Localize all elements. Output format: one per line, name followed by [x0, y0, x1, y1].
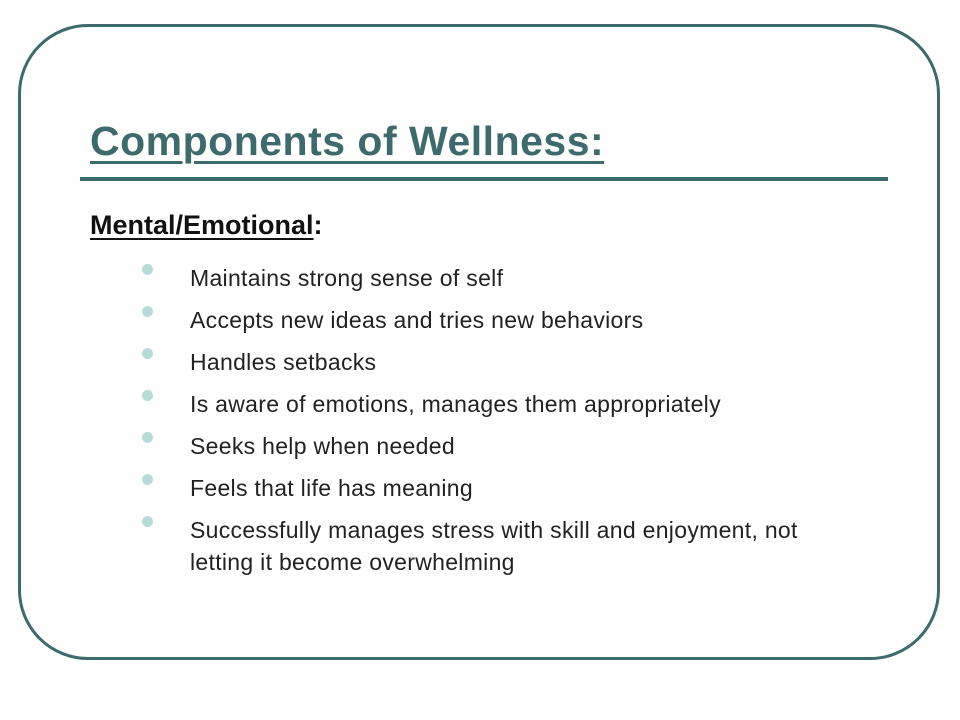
bullet-dot-icon: [142, 432, 153, 443]
bullet-dot-icon: [142, 516, 153, 527]
bullet-text: Feels that life has meaning: [190, 475, 473, 501]
bullet-item: [190, 514, 830, 578]
bullet-item: [190, 472, 890, 504]
section-heading-label: Mental/Emotional: [90, 210, 314, 240]
bullet-dot-icon: [142, 306, 153, 317]
section-heading-colon: :: [313, 210, 323, 240]
bullet-item: [190, 346, 890, 378]
bullet-dot-icon: [142, 474, 153, 485]
slide-title: Components of Wellness:: [90, 118, 605, 164]
bullet-item: [190, 388, 890, 420]
bullet-dot-icon: [142, 348, 153, 359]
bullet-item: [190, 430, 890, 462]
bullet-text: Successfully manages stress with skill and enjoyment, not letting it become overwhelming: [190, 517, 798, 575]
bullet-item: [190, 304, 890, 336]
section-heading: [90, 210, 323, 241]
bullet-text: Is aware of emotions, manages them appropriately: [190, 391, 721, 417]
bullet-text: Accepts new ideas and tries new behaviors: [190, 307, 644, 333]
title-divider: [80, 177, 888, 181]
bullet-text: Seeks help when needed: [190, 433, 455, 459]
bullet-item: [190, 262, 890, 294]
bullet-dot-icon: [142, 264, 153, 275]
bullet-text: Maintains strong sense of self: [190, 265, 504, 291]
bullet-dot-icon: [142, 390, 153, 401]
bullet-text: Handles setbacks: [190, 349, 377, 375]
